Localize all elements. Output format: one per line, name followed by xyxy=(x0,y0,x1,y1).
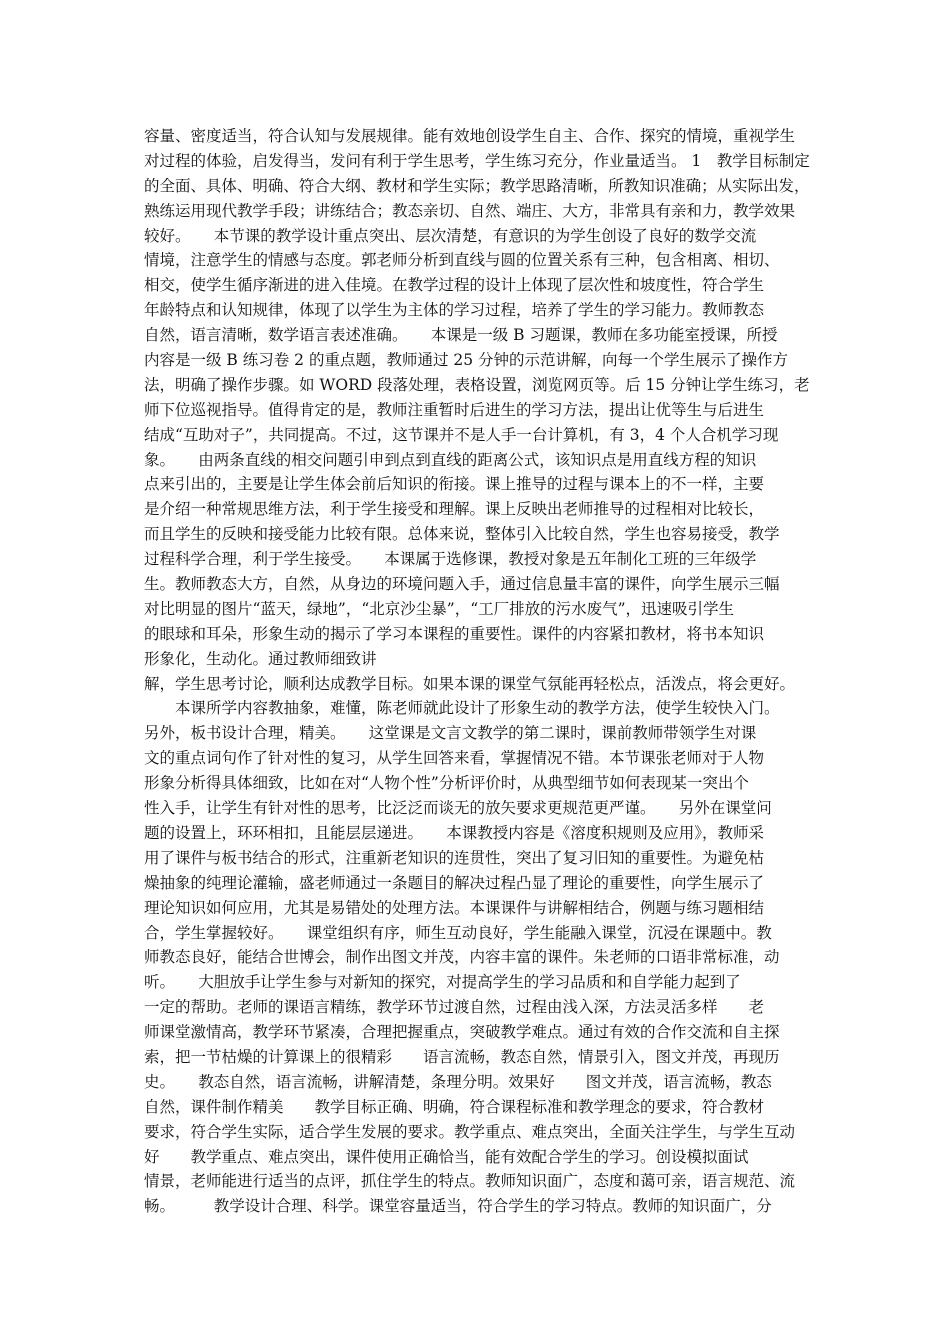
text-line: 对比明显的图片“蓝天，绿地”，“北京沙尘暴”，“工厂排放的污水废气”，迅速吸引学生 xyxy=(144,599,735,618)
text-line: 点来引出的，主要是让学生体会前后知识的衔接。课上推导的过程与课本上的不一样，主要 xyxy=(144,475,765,494)
text-line: 畅。 教学设计合理、科学。课堂容量适当，符合学生的学习特点。教师的知识面广，分 xyxy=(144,1197,772,1216)
text-line: 要求，符合学生实际，适合学生发展的要求。教学重点、难点突出，全面关注学生，与学生互动 xyxy=(144,1122,796,1141)
text-line: 合，学生掌握较好。 课堂组织有序，师生互动良好，学生能融入课堂，沉浸在课题中。教 xyxy=(144,923,772,942)
text-line: 对过程的体验，启发得当，发问有利于学生思考，学生练习充分，作业量适当。 1 教学目标制定 xyxy=(144,151,810,170)
text-line: 生。教师教态大方，自然，从身边的环境问题入手，通过信息量丰富的课件，向学生展示三幅 xyxy=(144,575,780,594)
text-line: 索，把一节枯燥的计算课上的很精彩 语言流畅，教态自然，情景引入，图文并茂，再现历 xyxy=(144,1047,780,1066)
text-line: 听。 大胆放手让学生参与对新知的探究，对提高学生的学习品质和和自学能力起到了 xyxy=(144,973,741,992)
text-line: 结成“互助对子”，共同提高。不过，这节课并不是人手一台计算机，有 3，4 个人合机学习现 xyxy=(144,425,779,444)
text-line: 师教态良好，能结合世博会，制作出图文并茂，内容丰富的课件。朱老师的口语非常标准，动 xyxy=(144,948,780,967)
text-line: 较好。 本节课的教学设计重点突出、层次清楚，有意识的为学生创设了良好的数学交流 xyxy=(144,226,757,245)
text-line: 内容是一级 B 练习卷 2 的重点题，教师通过 25 分钟的示范讲解，向每一个学生展示了操作方 xyxy=(144,351,789,370)
text-line: 燥抽象的纯理论灌输，盛老师通过一条题目的解决过程凸显了理论的重要性，向学生展示了 xyxy=(144,873,765,892)
text-line: 熟练运用现代教学手段；讲练结合；教态亲切、自然、端庄、大方，非常具有亲和力，教学效果 xyxy=(144,201,796,220)
text-line: 师课堂激情高，教学环节紧凑，合理把握重点，突破教学难点。通过有效的合作交流和自主探 xyxy=(144,1023,780,1042)
text-line: 年龄特点和认知规律，体现了以学生为主体的学习过程，培养了学生的学习能力。教师教态 xyxy=(144,301,765,320)
text-line: 题的设置上，环环相扣，且能层层递进。 本课教授内容是《溶度积规则及应用》，教师采 xyxy=(144,823,765,842)
text-line: 用了课件与板书结合的形式，注重新老知识的连贯性，突出了复习旧知的重要性。为避免枯 xyxy=(144,848,765,867)
text-line: 史。 教态自然，语言流畅，讲解清楚，条理分明。效果好 图文并茂，语言流畅，教态 xyxy=(144,1072,772,1091)
text-line: 好 教学重点、难点突出，课件使用正确恰当，能有效配合学生的学习。创设模拟面试 xyxy=(144,1147,749,1166)
text-line: 师下位巡视指导。值得肯定的是，教师注重暂时后进生的学习方法，提出让优等生与后进生 xyxy=(144,400,765,419)
body-text xyxy=(144,124,810,1219)
text-line: 自然，语言清晰，数学语言表述准确。 本课是一级 B 习题课，教师在多功能室授课，所授 xyxy=(144,326,778,345)
text-line: 的眼球和耳朵，形象生动的揭示了学习本课程的重要性。课件的内容紧扣教材，将书本知识 xyxy=(144,624,765,643)
text-line: 法，明确了操作步骤。如 WORD 段落处理，表格设置，浏览网页等。后 15 分钟让学生练习，老 xyxy=(144,375,810,394)
text-line: 文的重点词句作了针对性的复习，从学生回答来看，掌握情况不错。本节课张老师对于人物 xyxy=(144,749,765,768)
text-line: 理论知识如何应用，尤其是易错处的处理方法。本课课件与讲解相结合，例题与练习题相结 xyxy=(144,898,765,917)
text-line: 情景，老师能进行适当的点评，抓住学生的特点。教师知识面广，态度和蔼可亲，语言规范、流 xyxy=(144,1172,796,1191)
text-line: 另外，板书设计合理，精美。 这堂课是文言文教学的第二课时，课前教师带领学生对课 xyxy=(144,724,757,743)
text-line: 解，学生思考讨论，顺利达成教学目标。如果本课的课堂气氛能再轻松点，活泼点，将会更好。 xyxy=(144,674,796,693)
text-line: 形象分析得具体细致，比如在对“人物个性”分析评价时，从典型细节如何表现某一突出个 xyxy=(144,774,749,793)
text-line: 情境，注意学生的情感与态度。郭老师分析到直线与圆的位置关系有三种，包含相离、相切、 xyxy=(144,251,780,270)
text-line: 而且学生的反映和接受能力比较有限。总体来说，整体引入比较自然，学生也容易接受，教学 xyxy=(144,525,780,544)
text-line: 本课所学内容教抽象，难懂，陈老师就此设计了形象生动的教学方法，使学生较快入门。 xyxy=(144,699,780,718)
text-line: 性入手，让学生有针对性的思考，比泛泛而谈无的放矢要求更规范更严谨。 另外在课堂问 xyxy=(144,799,772,818)
text-line: 相交，使学生循序渐进的进入佳境。在教学过程的设计上体现了层次性和坡度性，符合学生 xyxy=(144,276,765,295)
text-line: 象。 由两条直线的相交问题引申到点到直线的距离公式，该知识点是用直线方程的知识 xyxy=(144,450,757,469)
text-line: 的全面、具体、明确、符合大纲、教材和学生实际；教学思路清晰，所教知识准确；从实际出发， xyxy=(144,176,810,195)
text-line: 过程科学合理，利于学生接受。 本课属于选修课，教授对象是五年制化工班的三年级学 xyxy=(144,550,757,569)
text-line: 自然，课件制作精美 教学目标正确、明确，符合课程标准和教学理念的要求，符合教材 xyxy=(144,1097,765,1116)
text-line: 是介绍一种常规思维方法，利于学生接受和理解。课上反映出老师推导的过程相对比较长， xyxy=(144,500,765,519)
text-line: 一定的帮助。老师的课语言精练，教学环节过渡自然，过程由浅入深，方法灵活多样 老 xyxy=(144,998,765,1017)
text-line: 容量、密度适当，符合认知与发展规律。能有效地创设学生自主、合作、探究的情境，重视学生 xyxy=(144,127,796,145)
text-line: 形象化，生动化。通过教师细致讲 xyxy=(144,649,377,668)
